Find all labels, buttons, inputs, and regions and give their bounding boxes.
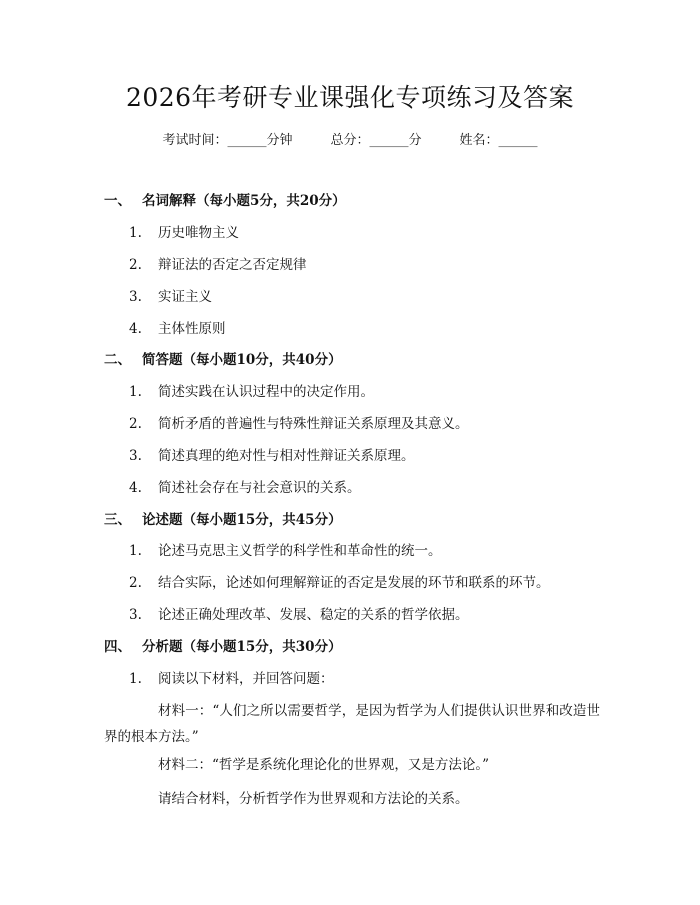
exam-meta — [0, 132, 700, 150]
question-text: 辩证法的否定之否定规律 — [158, 257, 307, 273]
question-number: 2. — [129, 575, 142, 591]
question-item — [129, 542, 442, 560]
question-item — [129, 383, 374, 401]
question-text: 主体性原则 — [158, 321, 226, 337]
material-one: 材料一：“人们之所以需要哲学，是因为哲学为人们提供认识世界和改造世界的根本方法。” — [104, 703, 600, 745]
question-item — [129, 224, 239, 242]
question-number: 3. — [129, 607, 142, 623]
question-text: 历史唯物主义 — [158, 225, 239, 241]
section-number: 三、 — [104, 512, 131, 528]
question-number: 2. — [129, 416, 142, 432]
section-heading — [104, 351, 342, 369]
time-label: 考试时间： — [162, 133, 228, 148]
question-item — [129, 670, 334, 688]
question-number: 1. — [129, 384, 142, 400]
time-unit: 分钟 — [266, 133, 293, 148]
question-item — [129, 288, 212, 306]
material-two: 材料二：“哲学是系统化理论化的世界观，又是方法论。” — [158, 757, 490, 773]
question-text: 论述马克思主义哲学的科学性和革命性的统一。 — [158, 543, 442, 559]
score-label: 总分： — [330, 133, 370, 148]
time-blank: ______ — [227, 133, 267, 148]
name-blank: ______ — [498, 133, 538, 148]
question-number: 4. — [129, 480, 142, 496]
section-title: 名词解释（每小题5分，共20分） — [142, 193, 346, 209]
question-text: 简析矛盾的普遍性与特殊性辩证关系原理及其意义。 — [158, 416, 469, 432]
section-heading — [104, 511, 342, 529]
question-text: 简述真理的绝对性与相对性辩证关系原理。 — [158, 448, 415, 464]
question-number: 3. — [129, 289, 142, 305]
section-title: 论述题（每小题15分，共45分） — [142, 512, 342, 528]
page-title: 2026年考研专业课强化专项练习及答案 — [125, 83, 575, 112]
section-title: 分析题（每小题15分，共30分） — [142, 639, 342, 655]
name-label: 姓名： — [459, 133, 499, 148]
section-heading — [104, 638, 342, 656]
question-item — [129, 320, 226, 338]
question-number: 1. — [129, 225, 142, 241]
score-blank: ______ — [369, 133, 409, 148]
question-number: 1. — [129, 543, 142, 559]
score-unit: 分 — [408, 133, 422, 148]
question-text: 论述正确处理改革、发展、稳定的关系的哲学依据。 — [158, 607, 469, 623]
question-number: 4. — [129, 321, 142, 337]
section-heading — [104, 192, 346, 210]
question-item — [129, 447, 415, 465]
section-title: 简答题（每小题10分，共40分） — [142, 352, 342, 368]
question-item — [129, 415, 469, 433]
question-text: 结合实际，论述如何理解辩证的否定是发展的环节和联系的环节。 — [158, 575, 550, 591]
question-number: 1. — [129, 671, 142, 687]
question-text: 实证主义 — [158, 289, 212, 305]
question-text: 阅读以下材料，并回答问题： — [158, 671, 334, 687]
question-item — [129, 256, 307, 274]
question-item — [129, 606, 469, 624]
question-item — [129, 479, 361, 497]
question-number: 2. — [129, 257, 142, 273]
question-text: 简述实践在认识过程中的决定作用。 — [158, 384, 374, 400]
section-number: 一、 — [104, 193, 131, 209]
question-item — [129, 574, 550, 592]
section-number: 二、 — [104, 352, 131, 368]
question-number: 3. — [129, 448, 142, 464]
question-text: 简述社会存在与社会意识的关系。 — [158, 480, 361, 496]
analysis-question: 请结合材料，分析哲学作为世界观和方法论的关系。 — [158, 791, 469, 807]
section-number: 四、 — [104, 639, 131, 655]
